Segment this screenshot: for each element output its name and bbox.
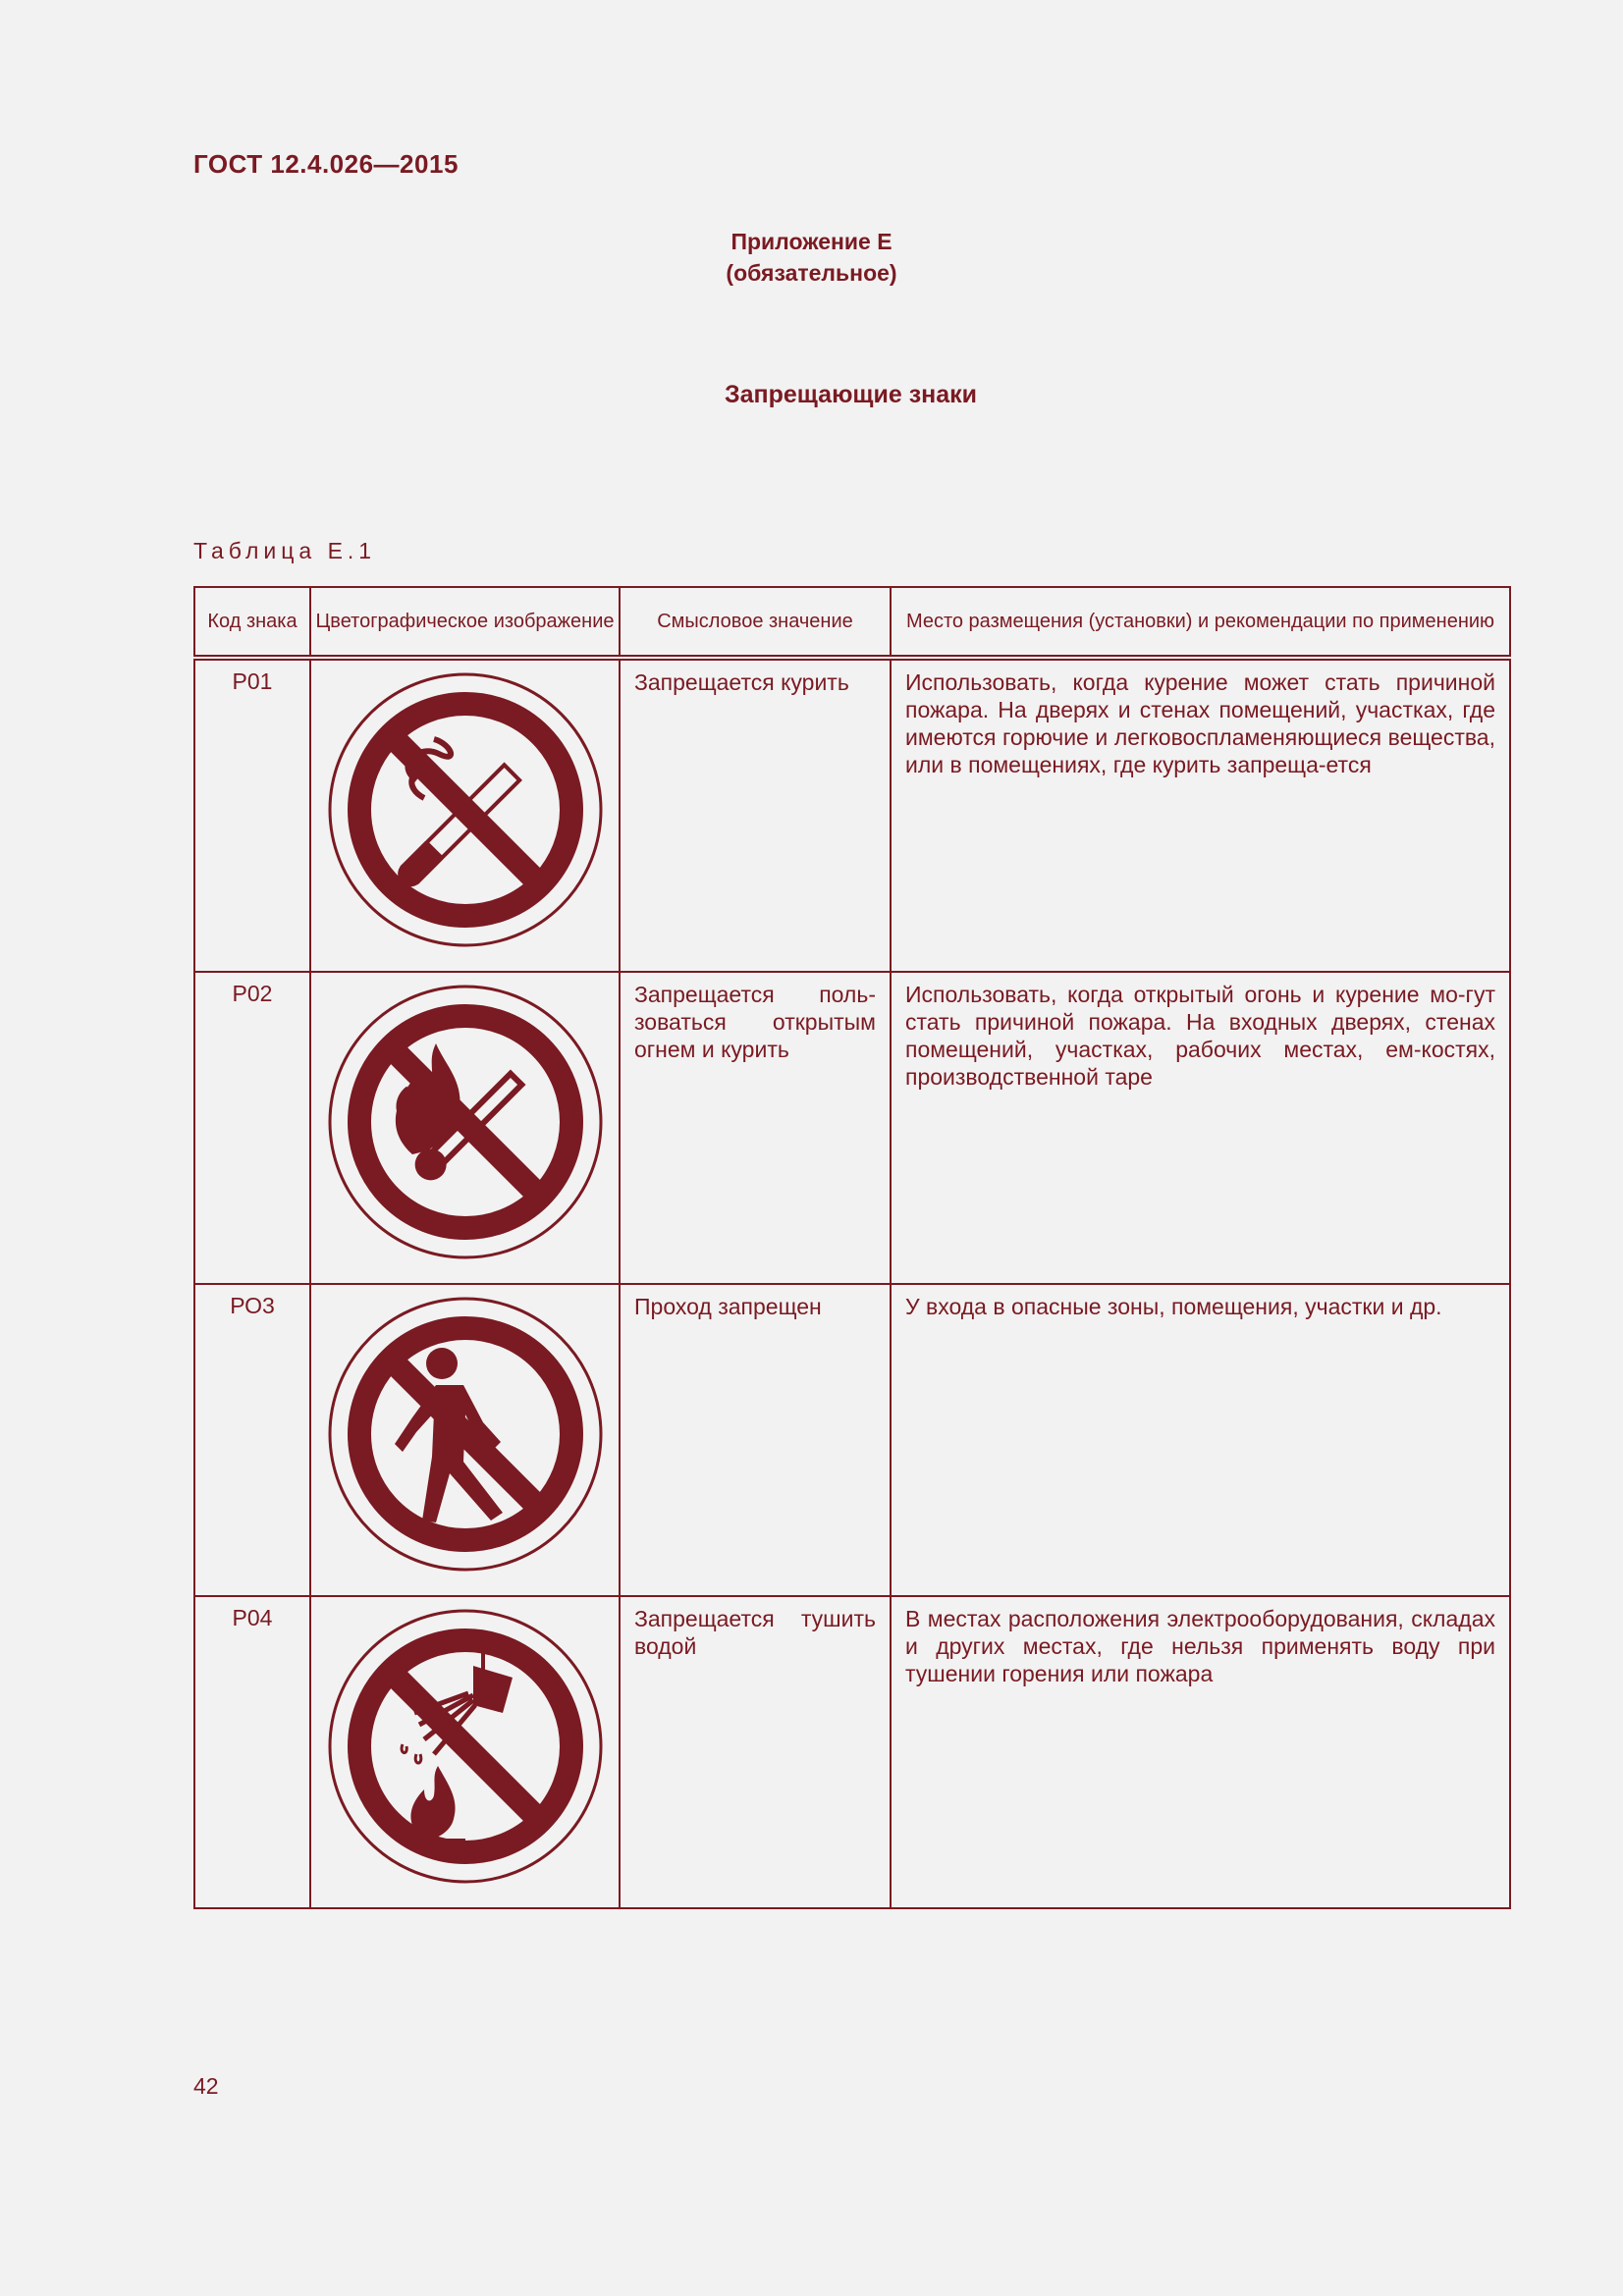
table-row <box>194 972 1510 1284</box>
sign-code: Р01 <box>194 658 310 972</box>
sign-placement: В местах расположения электрооборудования, складах и других местах, где нельзя применять воду при тушении горения или пожара <box>891 1596 1510 1908</box>
appendix-heading <box>0 226 1623 289</box>
sign-meaning: Проход запрещен <box>620 1284 891 1596</box>
header-code: Код знака <box>194 587 310 658</box>
table-header-row <box>194 587 1510 658</box>
section-title: Запрещающие знаки <box>724 381 978 408</box>
table-row <box>194 1596 1510 1908</box>
page-number: 42 <box>193 2073 219 2099</box>
prohibition-signs-table <box>193 586 1511 1909</box>
sign-code: Р02 <box>194 972 310 1284</box>
header-placement: Место размещения (установки) и рекомендации по применению <box>891 587 1510 658</box>
header-meaning: Смысловое значение <box>620 587 891 658</box>
appendix-title: Приложение Е <box>730 229 893 254</box>
no-water-extinguishing-sign-icon <box>326 1607 605 1886</box>
sign-image-cell <box>310 658 620 972</box>
sign-placement: Использовать, когда открытый огонь и курение мо-гут стать причиной пожара. На входных дверях, стенах помещений, участках, рабочих местах, ем-костях, производственной таре <box>891 972 1510 1284</box>
sign-code: РО3 <box>194 1284 310 1596</box>
sign-placement: Использовать, когда курение может стать причиной пожара. На дверях и стенах помещений, участках, где имеются горючие и легковоспламеняющиеся вещества, или в помещениях, где курить запреща-ется <box>891 658 1510 972</box>
sign-image-cell <box>310 1284 620 1596</box>
document-code: ГОСТ 12.4.026—2015 <box>193 149 459 179</box>
appendix-subtitle: (обязательное) <box>726 260 897 286</box>
sign-placement: У входа в опасные зоны, помещения, участки и др. <box>891 1284 1510 1596</box>
sign-meaning: Запрещается тушить водой <box>620 1596 891 1908</box>
sign-code: Р04 <box>194 1596 310 1908</box>
sign-meaning: Запрещается поль-зоваться открытым огнем и курить <box>620 972 891 1284</box>
no-entry-pedestrian-sign-icon <box>326 1295 605 1574</box>
sign-image-cell <box>310 972 620 1284</box>
sign-meaning: Запрещается курить <box>620 658 891 972</box>
table-caption: Таблица Е.1 <box>193 538 377 563</box>
header-image: Цветографическое изображение <box>310 587 620 658</box>
sign-image-cell <box>310 1596 620 1908</box>
no-open-flame-sign-icon <box>326 983 605 1261</box>
table-row <box>194 658 1510 972</box>
table-row <box>194 1284 1510 1596</box>
no-smoking-sign-icon <box>326 670 605 949</box>
